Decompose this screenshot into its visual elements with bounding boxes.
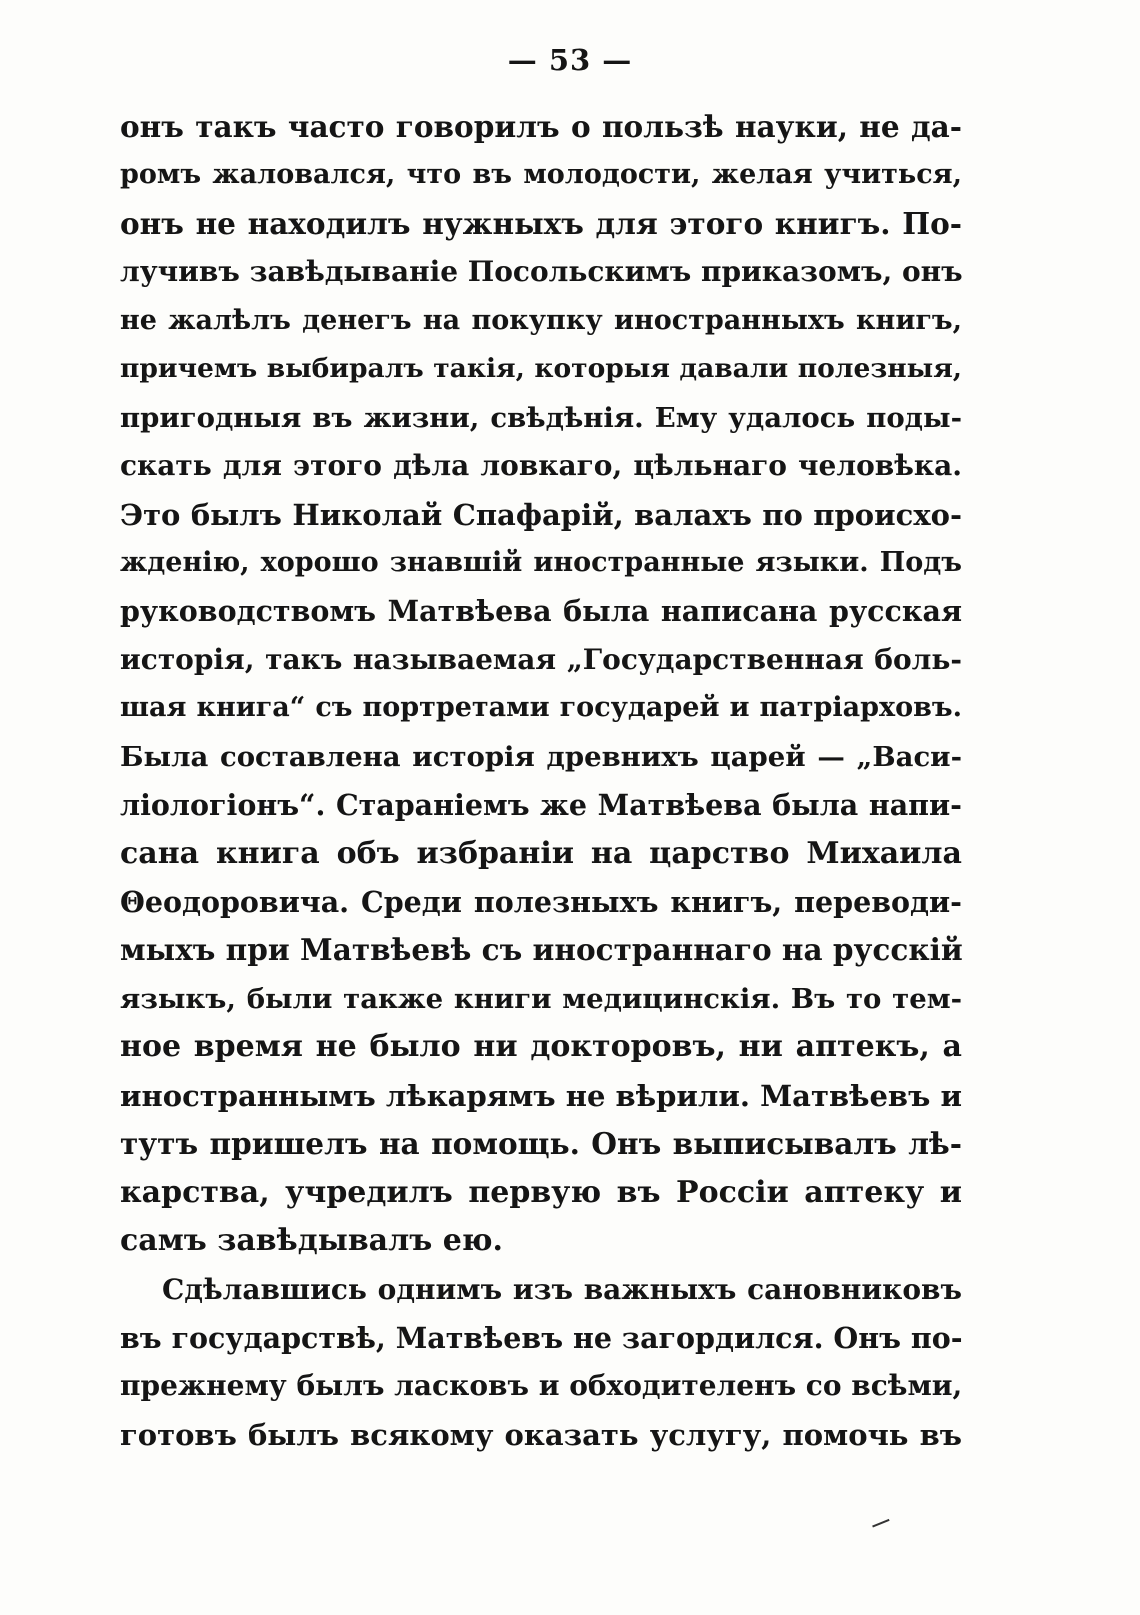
text-line: ное время не было ни докторовъ, ни аптекъ, а (120, 1029, 962, 1065)
ink-mark (872, 1519, 892, 1533)
text-line: тутъ пришелъ на помощь. Онъ выписывалъ лѣ- (120, 1126, 962, 1162)
text-line: въ государствѣ, Матвѣевъ не загордился. Онъ по- (120, 1320, 963, 1355)
text-line: лучивъ завѣдываніе Посольскимъ приказомъ, онъ (120, 255, 963, 289)
text-line: Θеодоровича. Среди полезныхъ книгъ, переводи- (120, 885, 962, 919)
paragraph (120, 103, 962, 1266)
text-line: онъ не находилъ нужныхъ для этого книгъ. По- (120, 205, 962, 241)
text-line: скать для этого дѣла ловкаго, цѣльнаго человѣка. (120, 449, 962, 483)
text-line: языкъ, были также книги медицинскія. Въ то тем- (120, 982, 962, 1015)
text-line: ліологіонъ“. Стараніемъ же Матвѣева была напи- (120, 788, 962, 823)
text-line: исторія, такъ называемая „Государственная боль- (120, 642, 962, 676)
text-line: Сдѣлавшись однимъ изъ важныхъ сановниковъ (162, 1272, 962, 1306)
text-line: ромъ жаловался, что въ молодости, желая учиться, (120, 159, 962, 191)
text-line: шая книга“ съ портретами государей и патріарховъ. (120, 692, 962, 724)
text-line: причемъ выбиралъ такія, которыя давали полезныя, (120, 353, 962, 385)
text-line: сана книга объ избраніи на царство Михаила (120, 835, 962, 871)
text-line: прежнему былъ ласковъ и обходителенъ со всѣми, (120, 1369, 963, 1403)
paragraph (120, 1266, 962, 1460)
body-text (120, 103, 962, 1459)
text-line: жденію, хорошо знавшій иностранные языки. Подъ (120, 546, 962, 578)
text-line: Это былъ Николай Спафарій, валахъ по происхо- (120, 497, 962, 532)
text-line: пригодныя въ жизни, свѣдѣнія. Ему удалось поды- (120, 401, 962, 434)
text-line: не жалѣлъ денегъ на покупку иностранныхъ книгъ, (120, 304, 962, 336)
text-line: готовъ былъ всякому оказать услугу, помочь въ (120, 1417, 962, 1452)
text-line: иностраннымъ лѣкарямъ не вѣрили. Матвѣевъ и (120, 1078, 962, 1113)
text-line: руководствомъ Матвѣева была написана русская (120, 594, 962, 629)
page-number: — 53 — (507, 43, 633, 77)
text-line: самъ завѣдывалъ ею. (120, 1223, 503, 1259)
text-line: мыхъ при Матвѣевѣ съ иностраннаго на русскій (120, 932, 963, 968)
text-line: онъ такъ часто говорилъ о пользѣ науки, не да- (120, 109, 962, 144)
text-line: Была составлена исторія древнихъ царей — „Васи- (120, 740, 962, 773)
text-line: карства, учредилъ первую въ Россіи аптеку и (120, 1174, 962, 1210)
